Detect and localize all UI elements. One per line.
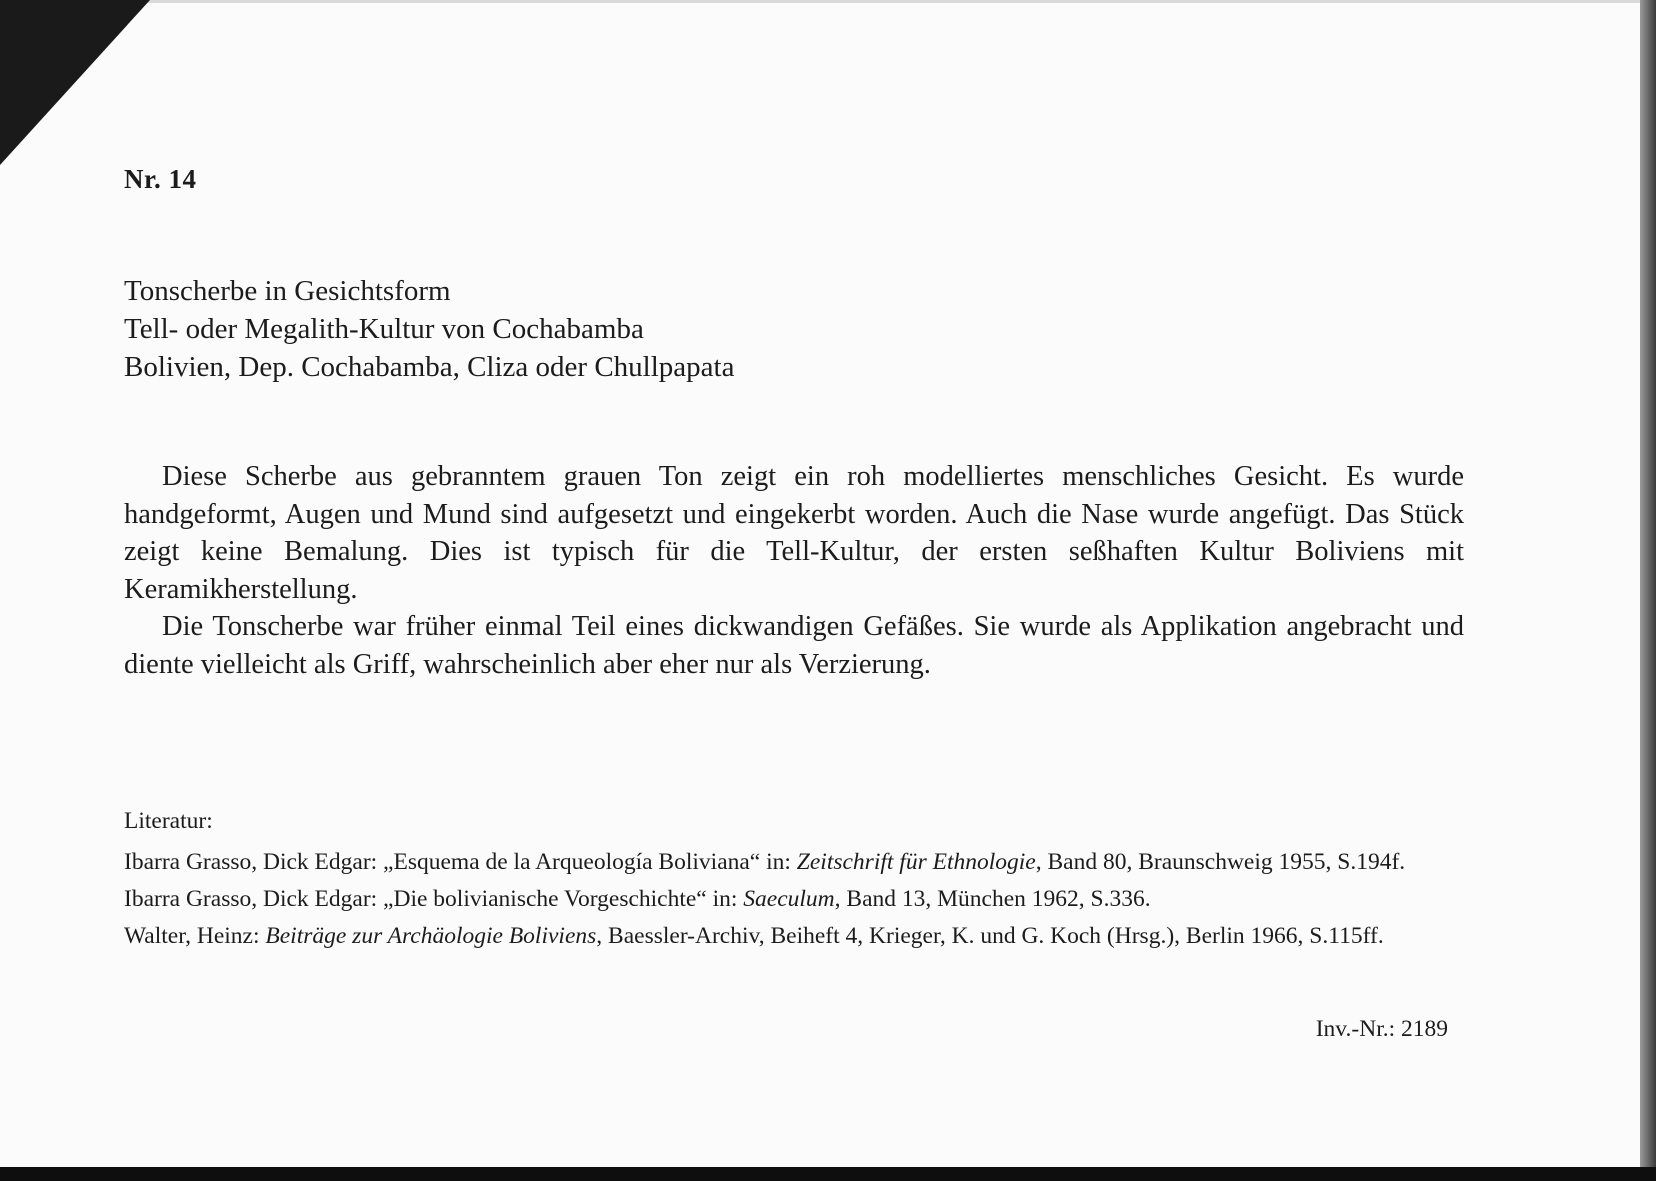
literature-entry-title: Saeculum — [743, 886, 835, 912]
literature-entry — [124, 884, 1464, 915]
literature-entry — [124, 921, 1464, 952]
literature-heading: Literatur: — [124, 808, 213, 834]
literature-entry-text: , Band 80, Braunschweig 1955, S.194f. — [1035, 849, 1406, 875]
literature-entry-text: Walter, Heinz: — [124, 923, 266, 949]
literature-entry-title: Beiträge zur Archäologie Boliviens — [265, 923, 597, 949]
inventory-number: Inv.-Nr.: 2189 — [1315, 1016, 1448, 1042]
object-description — [124, 458, 1464, 683]
object-culture: Tell- oder Megalith-Kultur von Cochabamba — [124, 313, 644, 345]
scan-edge-top — [0, 0, 1640, 3]
description-paragraph: Diese Scherbe aus gebranntem grauen Ton zeigt ein roh modelliertes menschliches Gesicht. Es wurde handgeformt, Augen und Mund sind aufgesetzt und eingekerbt worden. Auch die Nase wurde angefügt. Das Stück zeigt keine Bemalung. Dies ist typisch für die Tell-Kultur, der ersten seßhaften Kultur Boliviens mit Keramikherstellung. — [124, 461, 1464, 605]
object-title-block — [124, 272, 734, 386]
literature-entry-text: , Baessler-Archiv, Beiheft 4, Krieger, K. und G. Koch (Hrsg.), Berlin 1966, S.115ff. — [596, 923, 1384, 949]
literature-entry — [124, 847, 1464, 878]
scan-edge-right — [1640, 0, 1656, 1181]
catalog-number: Nr. 14 — [124, 164, 197, 194]
object-origin: Bolivien, Dep. Cochabamba, Cliza oder Chullpapata — [124, 351, 735, 383]
literature-entry-text: Ibarra Grasso, Dick Edgar: „Esquema de la Arqueología Boliviana“ in: — [124, 849, 797, 875]
object-name: Tonscherbe in Gesichtsform — [124, 275, 451, 307]
description-paragraph: Die Tonscherbe war früher einmal Teil eines dickwandigen Gefäßes. Sie wurde als Applikation angebracht und diente vielleicht als Griff, wahrscheinlich aber eher nur als Verzierung. — [124, 611, 1464, 680]
literature-entry-text: , Band 13, München 1962, S.336. — [834, 886, 1151, 912]
literature-section — [124, 806, 1464, 958]
literature-entry-title: Zeitschrift für Ethnologie — [796, 849, 1036, 875]
scan-edge-bottom — [0, 1167, 1656, 1181]
literature-entry-text: Ibarra Grasso, Dick Edgar: „Die bolivianische Vorgeschichte“ in: — [124, 886, 744, 912]
scan-corner-shadow — [0, 0, 150, 165]
